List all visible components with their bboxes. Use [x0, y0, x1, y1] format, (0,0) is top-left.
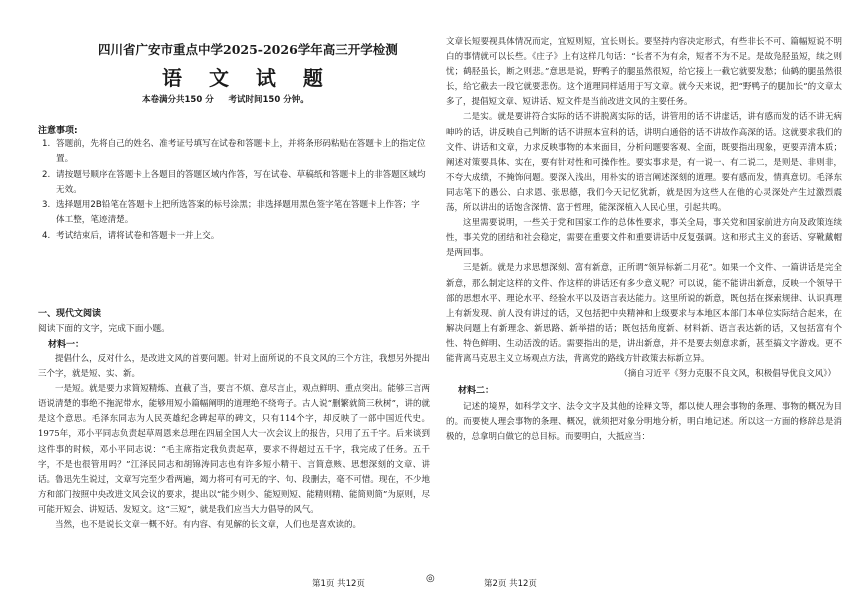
- notice-item-number: 2.: [42, 169, 51, 180]
- material2-label: 材料二：: [458, 386, 495, 397]
- notice-item-text: 选择题用2B铅笔在答题卡上把所选答案的标号涂黑；非选择题用黑色签字笔在答题卡上作答；字体工整，笔迹清楚。: [56, 200, 420, 226]
- notice-heading: 注意事项:: [38, 126, 78, 136]
- notice-item-number: 4.: [42, 230, 51, 241]
- page-number-right: 第2页 共12页: [484, 579, 537, 589]
- paragraph: 文章长短要视具体情况而定，宜短则短，宜长则长。要坚持内容决定形式，有些非长不可、篇幅短说不明白的事情就可以长些。《庄子》上有这样几句话：“长者不为有余，短者不为不足。是故凫胫虽短，续之则忧；鹤胫虽长，断之则悲。”意思是说，野鸭子的腿虽然很短，给它接上一截它就要发愁；仙鹤的腿虽然很长，给它截去一段它就要悲伤。这个道理同样适用于写文章。就今天来说，把“野鸭子的腿加长”的文章太多了，提倡短文章、短讲话、短文件是当前改进文风的主要任务。: [446, 37, 842, 108]
- subject-title: 语 文 试 题: [162, 66, 333, 90]
- paragraph: 一是短。就是要力求简短精炼、直截了当，要言不烦、意尽言止，观点鲜明、重点突出。能够三言两语说清楚的事绝不拖泥带水，能够用短小篇幅阐明的道理绝不绕弯子。古人说“删繁就简三秋树”，讲的就是这个意思。毛泽东同志为人民英雄纪念碑起草的碑文，只有114个字，却反映了一部中国近代史。1975年，邓小平同志负责起草周恩来总理在四届全国人大一次会议上的报告，只用了五千字。后来谈到这件事的时候，邓小平同志说：“毛主席指定我负责起草，要求不得超过五千字，我完成了任务。五千字，不是也很管用吗？”江泽民同志和胡锦涛同志也有许多短小精干、言简意赅、思想深刻的文章、讲话。鲁迅先生说过，文章写完至少看两遍，竭力将可有可无的字、句、段删去，毫不可惜。现在，不少地方和部门按照中央改进文风会议的要求，提出以“能少则少、能短则短、能精则精、能简则简”为原则，尽可能开短会、讲短话、发短文。这“三短”，就是我们应当大力倡导的风气。: [38, 384, 430, 515]
- paragraph: 这里需要说明，一些关于党和国家工作的总体性要求，事关全局，事关党和国家前进方向及政策连续性，事关党的团结和社会稳定，需要在重要文件和重要讲话中反复强调。这和形式主义的套话、穿靴戴帽是两回事。: [446, 218, 842, 259]
- source-citation: （摘自习近平《努力克服不良文风，积极倡导优良文风》）: [619, 369, 836, 380]
- paragraph: 三是新。就是力求思想深刻、富有新意，正所谓“领异标新二月花”。如果一个文件、一篇讲话是完全新意，那么制定这样的文件、作这样的讲话还有多少意义呢？可以说，能不能讲出新意，反映一个领导干部的思想水平、理论水平、经验水平以及语言表达能力。这里所说的新意，既包括在探索规律、认识真理上有新发现、前人没有讲过的话，又包括把中央精神和上级要求与本地区本部门本单位实际结合起来，在解决问题上有新理念、新思路、新举措的话；既包括角度新、材料新、语言表达新的话，又包括富有个性、特色鲜明、生动活泼的话。需要指出的是，讲出新意，并不是要去刻意求新，甚至搞文字游戏。更不能背离马克思主义立场观点方法，背离党的路线方针政策去标新立异。: [446, 263, 842, 364]
- paragraph: 当然，也不是说长文章一概不好。有内容、有见解的长文章，人们也是喜欢读的。: [55, 520, 362, 531]
- notice-item: [40, 229, 428, 244]
- paragraph: 记述的境界，如科学文字、法令文字及其他的诠释文等，都以使人理会事物的条理、事物的概况为目的。而要使人理会事物的条理、概况，就须把对象分明地分析，明白地记述。所以这一方面的修辞总是消极的，总拿明白做它的总目标。而要明白，大抵应当：: [446, 402, 842, 443]
- center-mark: ◎: [426, 573, 435, 584]
- school-title: 四川省广安市重点中学2025-2026学年高三开学检测: [98, 42, 398, 57]
- notice-list: [40, 137, 428, 244]
- material1-label: 材料一：: [48, 340, 85, 350]
- notice-item-text: 请按题号顺序在答题卡上各题目的答题区域内作答，写在试卷、草稿纸和答题卡上的非答题区域均无效。: [56, 169, 426, 195]
- notice-item: [40, 168, 428, 199]
- notice-item: [40, 198, 428, 229]
- score-time: 本卷满分共150 分 考试时间150 分钟。: [142, 95, 309, 105]
- notice-item-number: 3.: [42, 200, 51, 211]
- page-number-left: 第1页 共12页: [312, 579, 365, 589]
- paragraph: 提倡什么，反对什么，是改进文风的首要问题。针对上面所说的不良文风的三个方注，我想另外提出三个字，就是短、实、新。: [38, 354, 430, 380]
- notice-item-text: 考试结束后，请将试卷和答题卡一并上交。: [56, 230, 220, 241]
- section-heading: 一、现代文阅读: [38, 309, 102, 319]
- notice-item: [40, 137, 428, 168]
- right-body-text: [446, 35, 842, 445]
- notice-item-number: 1.: [42, 139, 51, 149]
- notice-item-text: 答题前，先将自己的姓名、准考证号填写在试卷和答题卡上，并将条形码粘贴在答题卡上的指定位置。: [56, 139, 426, 165]
- left-body-text: [38, 352, 430, 533]
- section-instruction: 阅读下面的文字，完成下面小题。: [38, 324, 170, 334]
- paragraph: 二是实。就是要讲符合实际的话不讲脱离实际的话，讲管用的话不讲虚话，讲有感而发的话不讲无病呻吟的话，讲反映自己判断的话不讲照本宣科的话，讲明白通俗的话不讲故作高深的话。这就要求我们的文件、讲话和文章，力求反映事物的本来面目，分析问题要客观、全面，既要指出现象，更要弄清本质；阐述对策要具体、实在，要有针对性和可操作性。要实事求是，有一说一、有二说二，是则是、非则非，不夸大成绩，不掩饰问题。要深入浅出，用朴实的语言阐述深刻的道理。要有感而发，情真意切。毛泽东同志笔下的愚公、白求恩、张思德，我们今天记忆犹新，就是因为这些人在他的心灵深处产生过激烈震荡，所以讲出的话饱含深情、富于哲理，能深深植入人民心里，引起共鸣。: [446, 112, 842, 214]
